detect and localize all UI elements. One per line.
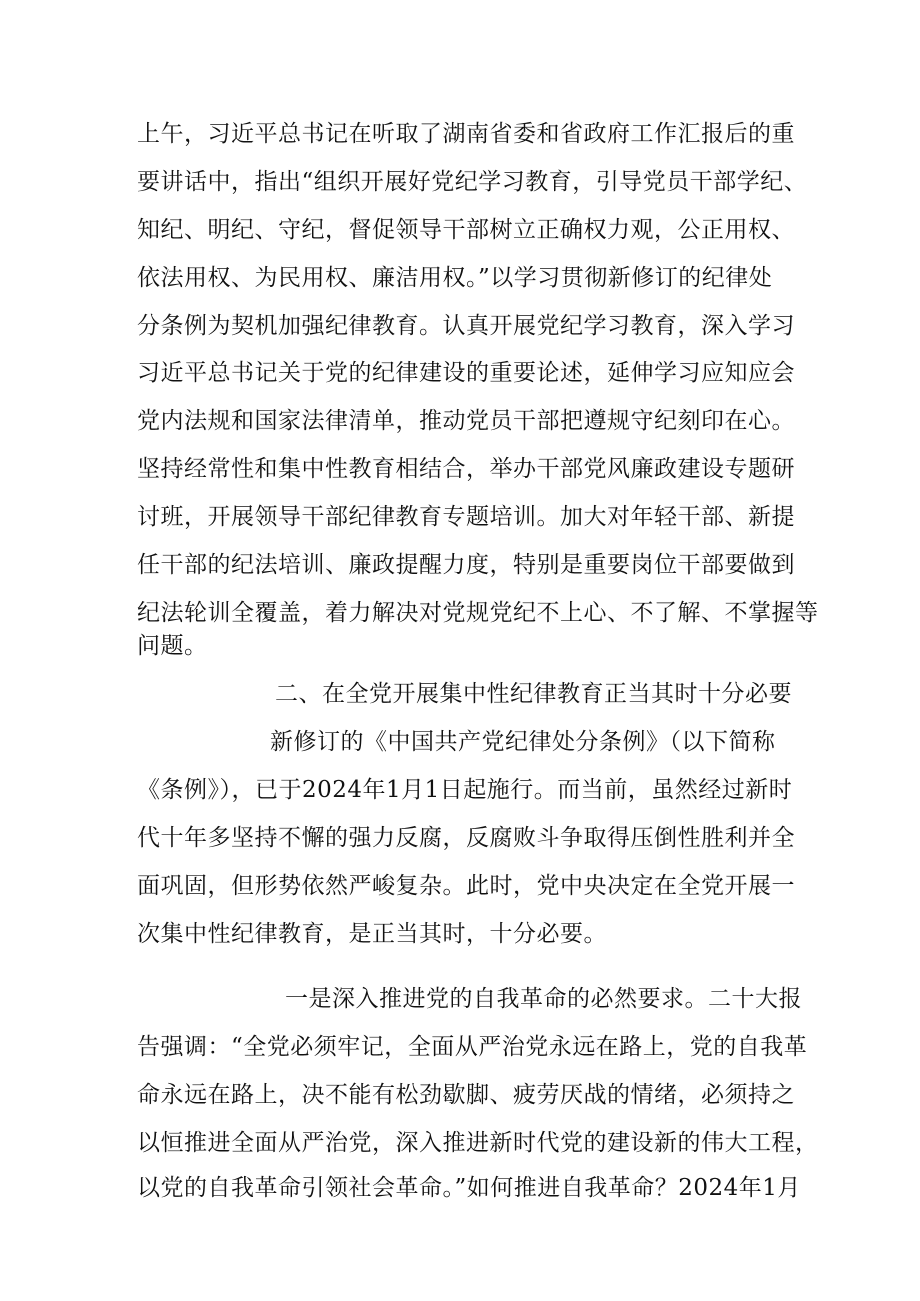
text-line: 任干部的纪法培训、廉政提醒力度，特别是重要岗位干部要做到 bbox=[137, 552, 795, 578]
text-line: 依法用权、为民用权、廉洁用权。”以学习贯彻新修订的纪律处 bbox=[137, 265, 773, 291]
text-line: 代十年多坚持不懈的强力反腐，反腐败斗争取得压倒性胜利并全 bbox=[137, 825, 795, 851]
text-line: 次集中性纪律教育，是正当其时，十分必要。 bbox=[137, 921, 607, 947]
text-line: 知纪、明纪、守纪，督促领导干部树立正确权力观，公正用权、 bbox=[137, 217, 795, 243]
text-line: 以党的自我革命引领社会革命。”如何推进自我革命？2024年1月 bbox=[137, 1175, 801, 1201]
text-line: 告强调：“全党必须牢记，全面从严治党永远在路上，党的自我革 bbox=[137, 1034, 808, 1060]
text-line: 要讲话中，指出“组织开展好党纪学习教育，引导党员干部学纪、 bbox=[137, 169, 808, 195]
text-line: 纪法轮训全覆盖，着力解决对党规党纪不上心、不了解、不掌握等 bbox=[137, 600, 819, 626]
text-line: 面巩固，但形势依然严峻复杂。此时，党中央决定在全党开展一 bbox=[137, 873, 795, 899]
text-line: 习近平总书记关于党的纪律建设的重要论述，延伸学习应知应会 bbox=[137, 360, 795, 386]
text-line: 以恒推进全面从严治党，深入推进新时代党的建设新的伟大工程， bbox=[137, 1130, 819, 1156]
text-line: 新修订的《中国共产党纪律处分条例》（以下简称 bbox=[270, 729, 776, 755]
text-line: 坚持经常性和集中性教育相结合，举办干部党风廉政建设专题研 bbox=[137, 456, 795, 482]
text-line: 命永远在路上，决不能有松劲歇脚、疲劳厌战的情绪，必须持之 bbox=[137, 1082, 795, 1108]
text-line: 《条例》），已于2024年1月1日起施行。而当前，虽然经过新时 bbox=[137, 777, 793, 803]
text-line: 问题。 bbox=[137, 633, 208, 659]
text-line: 上午，习近平总书记在听取了湖南省委和省政府工作汇报后的重 bbox=[137, 121, 795, 147]
section-heading: 二、在全党开展集中性纪律教育正当其时十分必要 bbox=[275, 681, 792, 707]
text-line: 党内法规和国家法律清单，推动党员干部把遵规守纪刻印在心。 bbox=[137, 408, 795, 434]
text-line: 讨班，开展领导干部纪律教育专题培训。加大对年轻干部、新提 bbox=[137, 504, 795, 530]
text-line: 一是深入推进党的自我革命的必然要求。二十大报 bbox=[285, 986, 802, 1012]
text-line: 分条例为契机加强纪律教育。认真开展党纪学习教育，深入学习 bbox=[137, 313, 795, 339]
